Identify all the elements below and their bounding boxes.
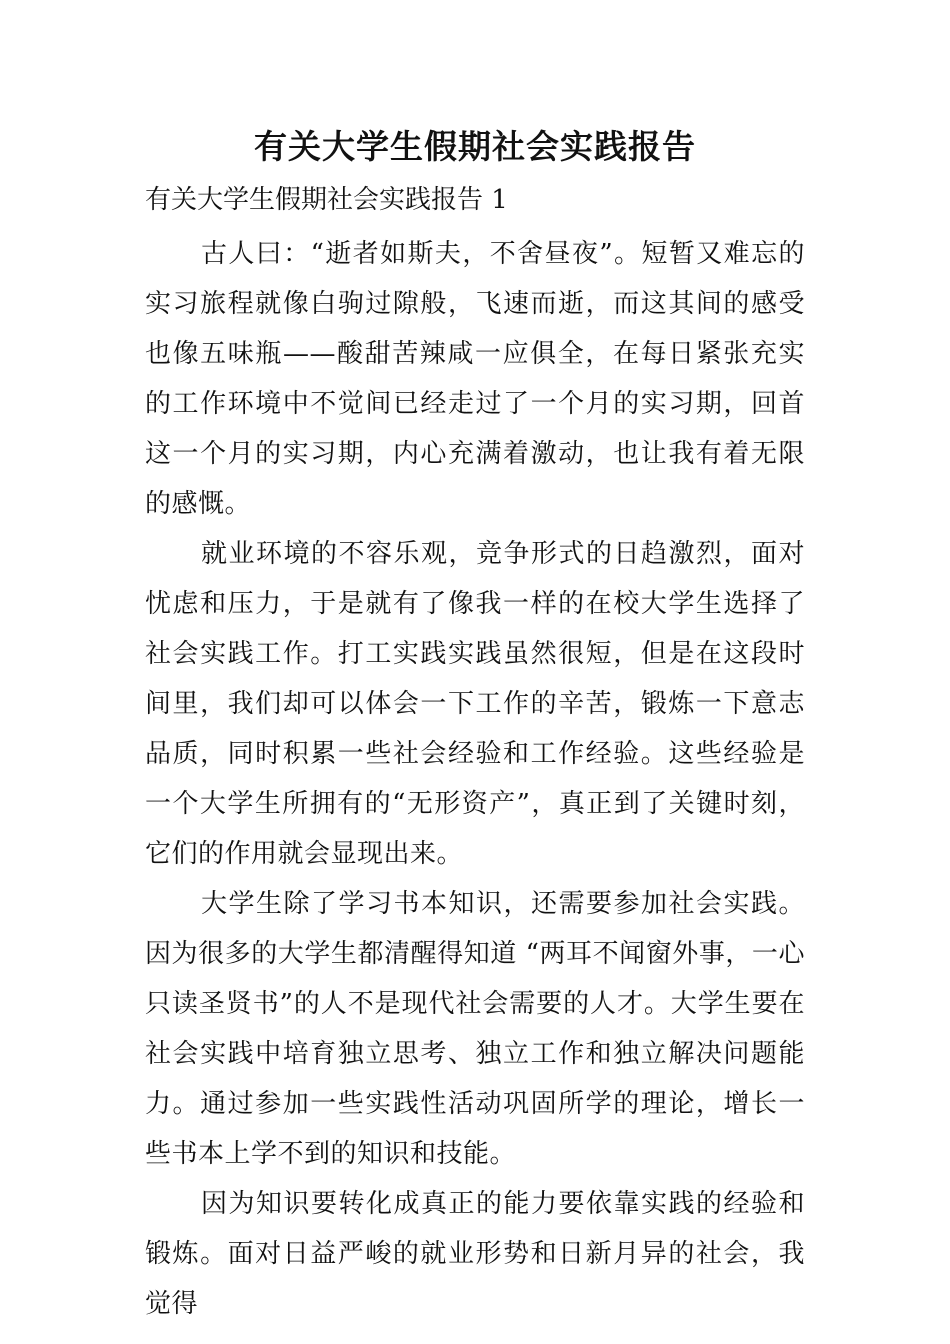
paragraph: 就业环境的不容乐观，竞争形式的日趋激烈，面对忧虑和压力，于是就有了像我一样的在校大学生选择了社会实践工作。打工实践实践虽然很短，但是在这段时间里，我们却可以体会一下工作的辛苦，锻炼一下意志品质，同时积累一些社会经验和工作经验。这些经验是一个大学生所拥有的“无形资产”，真正到了关键时刻，它们的作用就会显现出来。 — [145, 539, 805, 869]
paragraph: 因为知识要转化成真正的能力要依靠实践的经验和锻炼。面对日益严峻的就业形势和日新月异的社会，我觉得 — [145, 1189, 805, 1319]
paragraph: 古人曰：“逝者如斯夫，不舍昼夜”。短暂又难忘的实习旅程就像白驹过隙般，飞速而逝，而这其间的感受也像五味瓶——酸甜苦辣咸一应俱全，在每日紧张充实的工作环境中不觉间已经走过了一个月的实习期，回首这一个月的实习期，内心充满着激动，也让我有着无限的感慨。 — [145, 239, 805, 519]
paragraph: 大学生除了学习书本知识，还需要参加社会实践。因为很多的大学生都清醒得知道 “两耳不闻窗外事，一心只读圣贤书”的人不是现代社会需要的人才。大学生要在社会实践中培育独立思考、独立工作和独立解决问题能力。通过参加一些实践性活动巩固所学的理论，增长一些书本上学不到的知识和技能。 — [145, 889, 805, 1169]
document-title: 有关大学生假期社会实践报告 — [254, 127, 696, 166]
document-body — [145, 229, 805, 1329]
document-subtitle: 有关大学生假期社会实践报告 1 — [145, 185, 508, 215]
